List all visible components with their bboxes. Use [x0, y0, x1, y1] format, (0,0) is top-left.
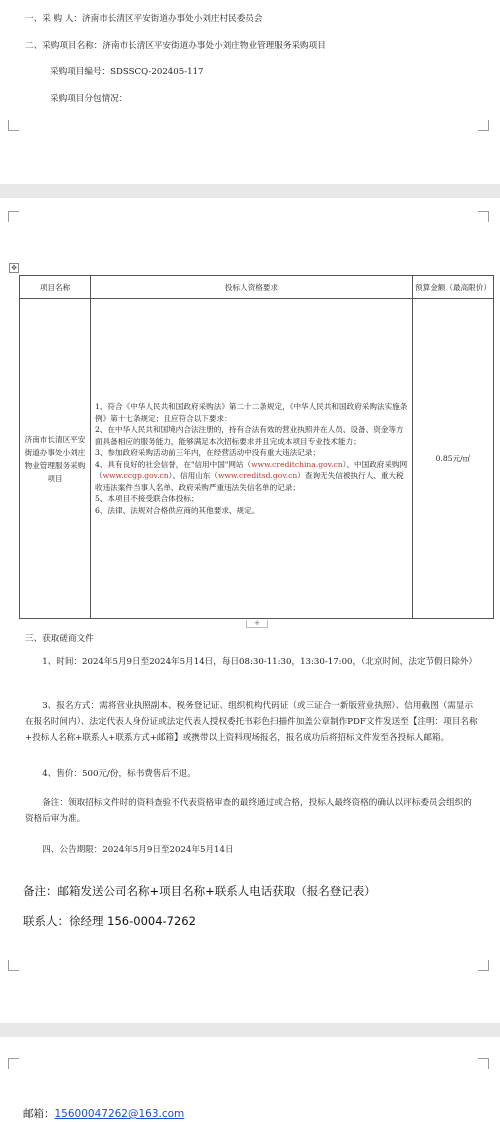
- page-corner-mark: [478, 1058, 489, 1069]
- page-corner-mark: [478, 120, 489, 131]
- email-label: 邮箱：: [23, 1108, 55, 1120]
- creditsd-link[interactable]: www.creditsd.gov.cn: [218, 471, 298, 480]
- price-paragraph: 4、售价：500元/份，标书费售后不退。: [42, 769, 196, 779]
- contact-line: 联系人：徐经理 156-0004-7262: [23, 914, 196, 928]
- period-paragraph: 四、公告期限：2024年5月9日至2024年5月14日: [42, 845, 234, 855]
- ccgp-link[interactable]: www.ccgp.gov.cn: [102, 471, 169, 480]
- requirement-item: 4、具有良好的社会信誉，在"信用中国"网站（www.creditchina.gov.cn）、中国政府采购网（www.ccgp.gov.cn）、信用山东（www.creditsd.gov.cn）查询无失信被执行人、重大税收违法案件当事人名单、政府采购严重违法失信名单的记录；: [95, 459, 408, 492]
- table-move-handle-icon[interactable]: ✥: [9, 263, 19, 273]
- page-corner-mark: [8, 211, 19, 222]
- time-paragraph: 1、时间：2024年5月9日至2024年5月14日，每日08:30-11:30，13:30-17:00，（北京时间，法定节假日除外）: [42, 657, 478, 667]
- requirement-item: 5、本项目不接受联合体投标；: [95, 494, 199, 503]
- project-number-line: 采购项目编号：SDSSCQ-202405-117: [50, 67, 204, 77]
- page-separator: [0, 184, 500, 198]
- table-header-budget: 预算金额（最高限价）: [413, 276, 494, 299]
- method-paragraph: 3、报名方式：需将营业执照副本、税务登记证、组织机构代码证（或三证合一新版营业执照）、信用截图（需显示在报名时间内）、法定代表人身份证或法定代表人授权委托书彩色扫描件加盖公章制作PDF文件发送至【注明：项目名称+投标人名称+联系人+联系方式+邮箱】或携带以上资料现场报名，报名成功后将招标文件发至各投标人邮箱。: [25, 701, 478, 743]
- budget-cell: 0.85元/㎡: [413, 299, 494, 619]
- qualification-table: [19, 275, 494, 619]
- requirement-item: 6、法律、法规对合格供应商的其他要求、规定。: [95, 505, 260, 515]
- section3-heading: 三、获取磋商文件: [25, 634, 94, 644]
- email-link[interactable]: 15600047262@163.com: [54, 1108, 185, 1120]
- requirements-cell: [91, 299, 413, 619]
- purchaser-line: 一、采 购 人：济南市长清区平安街道办事处小刘庄村民委员会: [25, 14, 263, 24]
- page-corner-mark: [8, 960, 19, 971]
- page-corner-mark: [8, 1058, 19, 1069]
- project-name-line: 二、采购项目名称：济南市长清区平安街道办事处小刘庄物业管理服务采购项目: [25, 41, 326, 51]
- note-paragraph: 备注：领取招标文件时的资料查验不代表资格审查的最终通过或合格，投标人最终资格的确认以评标委员会组织的资格后审为准。: [25, 798, 472, 824]
- add-row-icon[interactable]: +: [246, 620, 268, 628]
- remark-line: 备注：邮箱发送公司名称+项目名称+联系人电话获取（报名登记表）: [23, 884, 376, 898]
- page-corner-mark: [478, 960, 489, 971]
- requirement-item: 1、符合《中华人民共和国政府采购法》第二十二条规定，《中华人民共和国政府采购法实施条例》第十七条规定；且应符合以下要求：: [95, 402, 408, 423]
- page-corner-mark: [8, 120, 19, 131]
- lots-line: 采购项目分包情况：: [50, 94, 128, 104]
- email-line: [23, 1106, 184, 1121]
- creditchina-link[interactable]: www.creditchina.gov.cn: [251, 459, 343, 469]
- requirement-item: 2、在中华人民共和国境内合法注册的，持有合法有效的营业执照并在人员、设备、资金等方面具备相应的服务能力，能够满足本次招标要求并且完成本项目专业技术能力；: [95, 425, 404, 446]
- table-header-requirements: 投标人资格要求: [91, 276, 413, 299]
- requirement-item: 3、参加政府采购活动前三年内，在经营活动中没有重大违法记录；: [95, 448, 321, 457]
- page-corner-mark: [478, 211, 489, 222]
- project-name-cell: 济南市长清区平安街道办事处小刘庄物业管理服务采购项目: [20, 299, 91, 619]
- page-separator: [0, 1023, 500, 1037]
- table-header-project: 项目名称: [20, 276, 91, 299]
